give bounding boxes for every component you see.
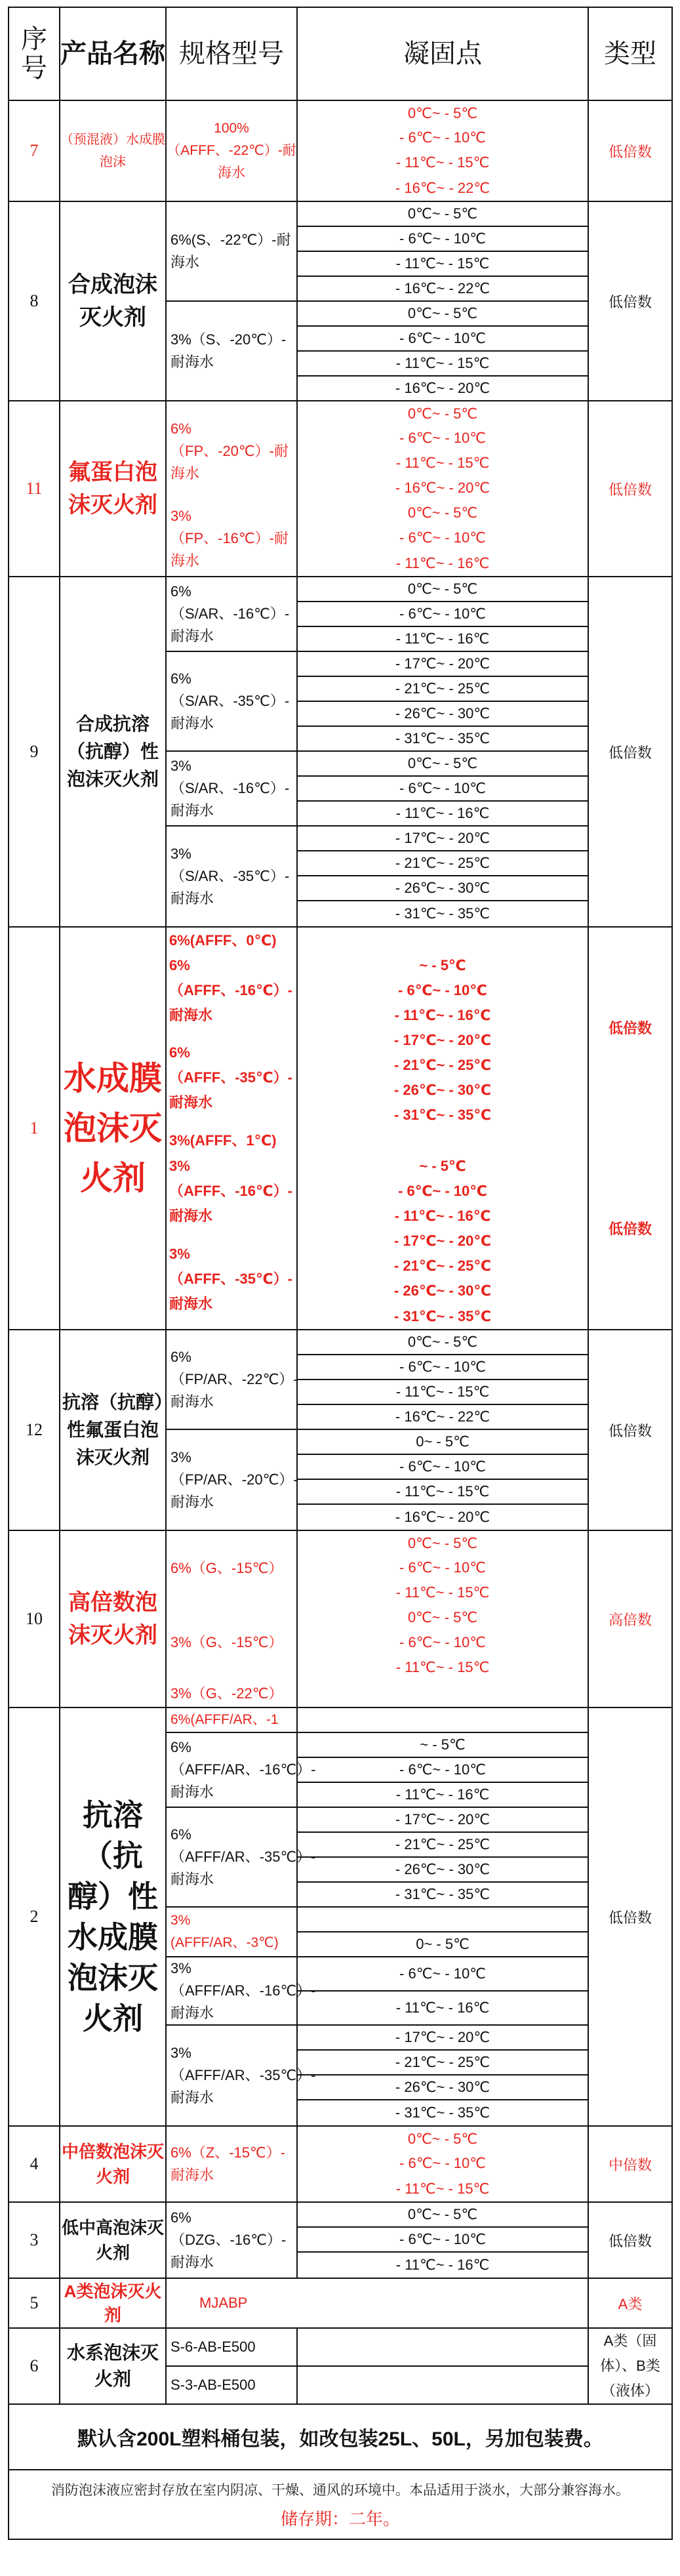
- freeze-point: 0℃~ - 5℃: [297, 1605, 588, 1630]
- table-row: [9, 1530, 672, 1555]
- product-spec: 6%（AFFF/AR、-16℃）-耐海水: [166, 1732, 297, 1807]
- row-index: 2: [9, 1707, 60, 2126]
- product-spec: S-3-AB-E500: [166, 2366, 297, 2404]
- freeze-point: - 11℃~ - 15℃: [297, 451, 588, 476]
- product-type: 低倍数: [588, 1128, 672, 1330]
- freeze-point: - 11℃~ - 15℃: [297, 1479, 588, 1504]
- product-name: 合成抗溶（抗醇）性泡沫灭火剂: [60, 577, 166, 927]
- freeze-point: - 31℃~ - 35℃: [297, 901, 588, 927]
- freeze-point: 0℃~ - 5℃: [297, 577, 588, 602]
- freeze-point: - 16℃~ - 22℃: [297, 1404, 588, 1429]
- product-spec: 3%（FP/AR、-20℃）-耐海水: [166, 1429, 297, 1530]
- product-name: 抗溶（抗醇）性氟蛋白泡沫灭火剂: [60, 1330, 166, 1530]
- product-spec: 6%(S、-22℃）-耐海水: [166, 201, 297, 301]
- table-row: [9, 2278, 672, 2328]
- product-name: 水成膜泡沫灭火剂: [60, 927, 166, 1330]
- freeze-point: - 6℃~ - 10℃: [297, 125, 588, 150]
- product-name: 合成泡沫灭火剂: [60, 201, 166, 401]
- product-type: 低倍数: [588, 927, 672, 1128]
- product-type: A类: [588, 2278, 672, 2328]
- product-spec: 3%（FP、-16℃）-耐海水: [166, 501, 297, 577]
- freeze-point: - 31℃~ - 35℃: [297, 1882, 588, 1907]
- freeze-point: ~ - 5℃: [297, 1732, 588, 1757]
- freeze-point: - 6℃~ - 10℃: [297, 978, 588, 1003]
- product-name: A类泡沫灭火剂: [60, 2278, 166, 2328]
- product-spec: 3%（G、-15℃）: [166, 1605, 297, 1680]
- shelf-life: 储存期：二年。: [280, 2508, 400, 2529]
- freeze-point: - 26℃~ - 30℃: [297, 1857, 588, 1882]
- freeze-point: - 26℃~ - 30℃: [297, 2075, 588, 2100]
- product-name: 抗溶（抗醇）性水成膜泡沫灭火剂: [60, 1707, 166, 2126]
- row-index: 1: [9, 927, 60, 1330]
- freeze-point: 0℃~ - 5℃: [297, 2126, 588, 2151]
- product-spec: 6%（AFFF、-35℃）-耐海水: [166, 1028, 297, 1128]
- freeze-point: - 11℃~ - 15℃: [297, 150, 588, 175]
- freeze-point: - 17℃~ - 20℃: [297, 1807, 588, 1832]
- row-index: 9: [9, 577, 60, 927]
- footer-info-row: [9, 2470, 672, 2539]
- row-index: 5: [9, 2278, 60, 2328]
- freeze-point: - 17℃~ - 20℃: [297, 2025, 588, 2050]
- row-index: 4: [9, 2126, 60, 2202]
- product-name: 氟蛋白泡沫灭火剂: [60, 401, 166, 577]
- product-spec: 3%（AFFF、-16℃）-耐海水: [166, 1154, 297, 1229]
- freeze-point: - 11℃~ - 15℃: [297, 2176, 588, 2202]
- product-type: A类（固体）、B类（液体）: [588, 2328, 672, 2404]
- product-type: 中倍数: [588, 2126, 672, 2202]
- header-freeze: 凝固点: [297, 7, 588, 100]
- table-row: [9, 2328, 672, 2366]
- product-spec: 6%(AFFF/AR、-1: [166, 1707, 297, 1732]
- row-index: 12: [9, 1330, 60, 1530]
- table-row: [9, 201, 672, 226]
- table-header: [9, 7, 672, 100]
- freeze-point: 0℃~ - 5℃: [297, 201, 588, 226]
- product-spec: 6%（Z、-15℃）-耐海水: [166, 2126, 297, 2202]
- product-spec: 3%(AFFF、1℃): [166, 1128, 297, 1154]
- freeze-point: - 31℃~ - 35℃: [297, 726, 588, 751]
- freeze-point: - 6℃~ - 10℃: [297, 1454, 588, 1479]
- freeze-point: - 11℃~ - 15℃: [297, 1380, 588, 1404]
- header-name: 产品名称: [60, 7, 166, 100]
- freeze-point: - 26℃~ - 30℃: [297, 701, 588, 726]
- product-spec: 3%（S、-20℃）-耐海水: [166, 301, 297, 401]
- freeze-point: - 6℃~ - 10℃: [297, 1355, 588, 1380]
- freeze-point: - 6℃~ - 10℃: [297, 226, 588, 251]
- freeze-point: - 6℃~ - 10℃: [297, 602, 588, 626]
- product-type: 高倍数: [588, 1530, 672, 1707]
- freeze-point: 0℃~ - 5℃: [297, 501, 588, 525]
- freeze-point: - 6℃~ - 10℃: [297, 1555, 588, 1580]
- row-index: 10: [9, 1530, 60, 1707]
- freeze-point: 0℃~ - 5℃: [297, 401, 588, 426]
- freeze-point: - 6℃~ - 10℃: [297, 1757, 588, 1782]
- freeze-point: - 6℃~ - 10℃: [297, 776, 588, 801]
- freeze-point: - 6℃~ - 10℃: [297, 1630, 588, 1655]
- freeze-point: - 16℃~ - 20℃: [297, 476, 588, 501]
- table-row: [9, 2126, 672, 2151]
- freeze-point: - 31℃~ - 35℃: [297, 2100, 588, 2126]
- product-type: 低倍数: [588, 1707, 672, 2126]
- freeze-point: - 11℃~ - 15℃: [297, 1655, 588, 1680]
- table-row: [9, 401, 672, 426]
- freeze-point: - 11℃~ - 16℃: [297, 1204, 588, 1229]
- freeze-point: - 6℃~ - 10℃: [297, 1179, 588, 1204]
- freeze-point: - 11℃~ - 16℃: [297, 2252, 588, 2278]
- freeze-point: - 11℃~ - 15℃: [297, 351, 588, 376]
- freeze-point: - 17℃~ - 20℃: [297, 1229, 588, 1254]
- freeze-point: - 6℃~ - 10℃: [297, 426, 588, 451]
- freeze-point: 0℃~ - 5℃: [297, 751, 588, 776]
- freeze-point: - 11℃~ - 16℃: [297, 801, 588, 826]
- header-index: 序号: [9, 7, 60, 100]
- freeze-point: - 6℃~ - 10℃: [297, 2151, 588, 2176]
- product-spec: 3%(AFFF/AR、-3℃): [166, 1907, 297, 1957]
- freeze-point: - 6℃~ - 10℃: [297, 525, 588, 550]
- freeze-point: 0℃~ - 5℃: [297, 100, 588, 125]
- table-row: [9, 2202, 672, 2227]
- product-spec: S-6-AB-E500: [166, 2328, 297, 2366]
- header-type: 类型: [588, 7, 672, 100]
- freeze-point: - 16℃~ - 20℃: [297, 376, 588, 401]
- product-name: 低中高泡沫灭火剂: [60, 2202, 166, 2278]
- freeze-point: - 16℃~ - 22℃: [297, 175, 588, 201]
- freeze-point: - 31℃~ - 35℃: [297, 1103, 588, 1128]
- product-spec: 3%（AFFF/AR、-35℃）-耐海水: [166, 2025, 297, 2126]
- table-row: [9, 1707, 672, 1732]
- freeze-point: - 11℃~ - 16℃: [297, 626, 588, 651]
- product-spec: MJABP: [166, 2278, 588, 2328]
- product-name: 高倍数泡沫灭火剂: [60, 1530, 166, 1707]
- product-spec: 6%（AFFF/AR、-35℃）-耐海水: [166, 1807, 297, 1907]
- row-index: 3: [9, 2202, 60, 2278]
- freeze-point: 0℃~ - 5℃: [297, 301, 588, 326]
- product-name: （预混液）水成膜泡沫: [60, 100, 166, 201]
- freeze-point: ~ - 5℃: [297, 1154, 588, 1179]
- product-spec: 6%（DZG、-16℃）-耐海水: [166, 2202, 297, 2278]
- freeze-point: - 11℃~ - 16℃: [297, 1991, 588, 2025]
- freeze-point: - 16℃~ - 20℃: [297, 1504, 588, 1530]
- freeze-point: - 6℃~ - 10℃: [297, 326, 588, 351]
- row-index: 11: [9, 401, 60, 577]
- table-row: [9, 1330, 672, 1355]
- storage-note: 消防泡沫液应密封存放在室内阴凉、干燥、通风的环境中。本品适用于淡水，大部分兼容海水。: [51, 2482, 630, 2498]
- freeze-point: - 11℃~ - 15℃: [297, 251, 588, 276]
- product-spec: 6%（FP、-20℃）-耐海水: [166, 401, 297, 501]
- freeze-point: - 26℃~ - 30℃: [297, 1278, 588, 1303]
- product-spec: 6%（FP/AR、-22℃）-耐海水: [166, 1330, 297, 1429]
- product-spec: 3%（S/AR、-35℃）-耐海水: [166, 826, 297, 927]
- row-index: 6: [9, 2328, 60, 2404]
- table-row: [9, 100, 672, 125]
- footer-packaging-row: [9, 2404, 672, 2470]
- freeze-point: - 11℃~ - 16℃: [297, 550, 588, 577]
- freeze-point: - 17℃~ - 20℃: [297, 1028, 588, 1053]
- product-table: [8, 7, 673, 2540]
- freeze-point: - 31℃~ - 35℃: [297, 1303, 588, 1330]
- freeze-point: - 21℃~ - 25℃: [297, 2050, 588, 2075]
- freeze-point: - 11℃~ - 15℃: [297, 1580, 588, 1605]
- freeze-point: 0℃~ - 5℃: [297, 1330, 588, 1355]
- freeze-point: - 21℃~ - 25℃: [297, 1832, 588, 1857]
- product-spec: 3%（AFFF、-35℃）-耐海水: [166, 1229, 297, 1330]
- freeze-point: - 6℃~ - 10℃: [297, 1957, 588, 1991]
- product-spec: 6%（S/AR、-16℃）-耐海水: [166, 577, 297, 651]
- product-spec: 3%（G、-22℃）: [166, 1680, 297, 1707]
- product-type: 低倍数: [588, 1330, 672, 1530]
- product-spec: 6%（S/AR、-35℃）-耐海水: [166, 651, 297, 751]
- freeze-point: - 21℃~ - 25℃: [297, 676, 588, 701]
- product-type: 低倍数: [588, 401, 672, 577]
- table-row: [9, 577, 672, 602]
- freeze-point: 0℃~ - 5℃: [297, 2202, 588, 2227]
- product-name: 中倍数泡沫灭火剂: [60, 2126, 166, 2202]
- freeze-point: - 11℃~ - 16℃: [297, 1003, 588, 1028]
- freeze-point: - 17℃~ - 20℃: [297, 651, 588, 676]
- product-spec: 6%（G、-15℃）: [166, 1530, 297, 1605]
- row-index: 8: [9, 201, 60, 401]
- freeze-point: - 21℃~ - 25℃: [297, 1053, 588, 1078]
- freeze-point: - 17℃~ - 20℃: [297, 826, 588, 851]
- freeze-point: ~ - 5℃: [297, 953, 588, 978]
- product-spec: 6%（AFFF、-16℃）-耐海水: [166, 953, 297, 1028]
- product-spec: 6%(AFFF、0℃): [166, 927, 297, 953]
- freeze-point: - 6℃~ - 10℃: [297, 2227, 588, 2252]
- product-type: 低倍数: [588, 577, 672, 927]
- freeze-point: 0~ - 5℃: [297, 1429, 588, 1454]
- product-spec: 3%（AFFF/AR、-16℃）-耐海水: [166, 1957, 297, 2025]
- freeze-point: 0℃~ - 5℃: [297, 1530, 588, 1555]
- header-spec: 规格型号: [166, 7, 297, 100]
- product-name: 水系泡沫灭火剂: [60, 2328, 166, 2404]
- product-type: 低倍数: [588, 201, 672, 401]
- freeze-point: - 21℃~ - 25℃: [297, 851, 588, 876]
- product-spec: 100%（AFFF、-22℃）-耐海水: [166, 100, 297, 201]
- product-type: 低倍数: [588, 100, 672, 201]
- product-spec: 3%（S/AR、-16℃）-耐海水: [166, 751, 297, 826]
- freeze-point: 0~ - 5℃: [297, 1932, 588, 1957]
- table-row: [9, 927, 672, 953]
- freeze-point: - 11℃~ - 16℃: [297, 1782, 588, 1807]
- packaging-note: 默认含200L塑料桶包装，如改包装25L、50L，另加包装费。: [9, 2404, 672, 2470]
- freeze-point: - 16℃~ - 22℃: [297, 276, 588, 301]
- product-type: 低倍数: [588, 2202, 672, 2278]
- freeze-point: - 26℃~ - 30℃: [297, 876, 588, 901]
- freeze-point: - 26℃~ - 30℃: [297, 1078, 588, 1103]
- freeze-point: - 21℃~ - 25℃: [297, 1254, 588, 1278]
- row-index: 7: [9, 100, 60, 201]
